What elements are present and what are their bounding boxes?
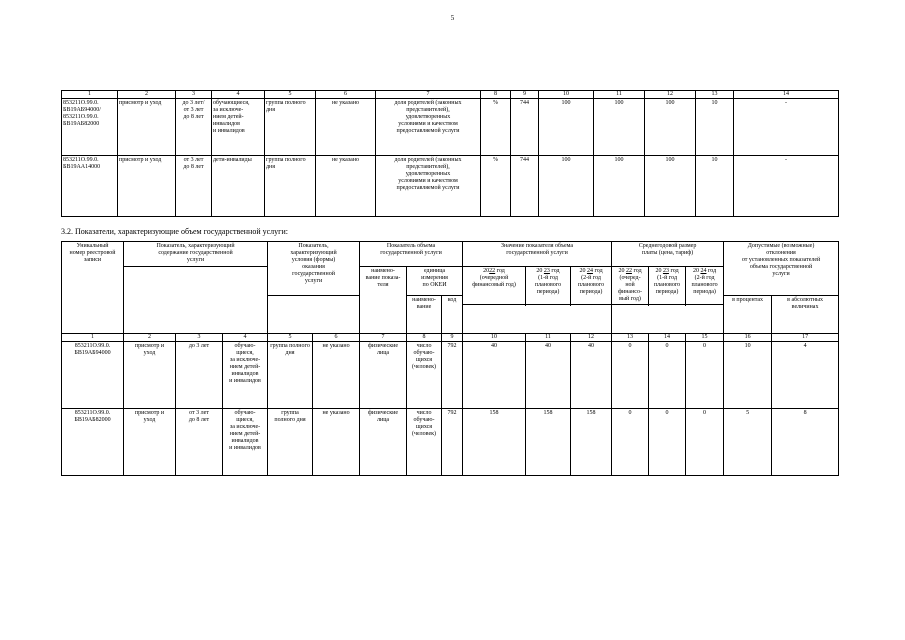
col-number: 10 [463, 334, 526, 342]
header-conditions: Показатель, характеризующий условия (формы) оказания государственной услуги [268, 242, 360, 296]
year-suffix: год [670, 268, 679, 274]
section-title: 3.2. Показатели, характеризующие объем государственной услуги: [61, 227, 288, 236]
registry-number: 853211О.99.0. БВ19АБ94000/ 853211О.99.0. БВ19АБ82000 [62, 99, 118, 156]
header-fee: Среднегодовой размер платы (цена, тариф) [612, 242, 724, 267]
age-group: от 3 лет до 8 лет [176, 409, 223, 476]
col-number: 5 [265, 91, 316, 99]
conditions-empty-cell [268, 296, 360, 334]
okei-code: 744 [511, 156, 539, 217]
col-number: 5 [268, 334, 313, 342]
value-year1: 100 [539, 99, 594, 156]
page-number: 5 [450, 14, 455, 22]
service-form: группа полного дня [268, 409, 313, 476]
value-year2: 100 [594, 99, 645, 156]
header-year2 [526, 267, 571, 305]
registry-number: 853211О.99.0. БВ19АБ82000 [62, 409, 124, 476]
okei-code: 792 [442, 409, 463, 476]
header-fee-year1 [612, 267, 649, 305]
fee-year3: 0 [686, 342, 724, 409]
student-category: обучаю- щиеся, за исключе- нием детей- инвалидов и инвалидов [223, 342, 268, 409]
col-number: 7 [360, 334, 407, 342]
col-number: 12 [645, 91, 696, 99]
age-group: до 3 лет [176, 342, 223, 409]
year-value: 24 [586, 268, 593, 274]
fee-year2: 0 [649, 409, 686, 476]
condition: не указано [316, 156, 376, 217]
unit: число обучаю- щихся (человек) [407, 342, 442, 409]
year-suffix: год [707, 268, 717, 274]
period-label: (1-й год планового периода) [534, 275, 562, 295]
volume-indicators-table [61, 241, 839, 476]
value-year3: 100 [645, 156, 696, 217]
age-group: от 3 лет до 8 лет [176, 156, 212, 217]
col-number: 10 [539, 91, 594, 99]
header-spacer [612, 305, 724, 334]
col-number: 11 [594, 91, 645, 99]
year-suffix: год [594, 268, 603, 274]
header-year1 [463, 267, 526, 305]
year-prefix: 20 [618, 268, 625, 274]
unit: % [481, 156, 511, 217]
year-suffix: год [496, 268, 505, 274]
indicator-name: физические лица [360, 342, 407, 409]
student-category: обучаю- щиеся, за исключе- нием детей- инвалидов и инвалидов [223, 409, 268, 476]
period-label: (1-й год планового периода) [653, 275, 681, 295]
header-absolute: в абсолютных величинах [772, 296, 839, 334]
header-indicator-name: наимено- вание показа- теля [360, 267, 407, 334]
header-registry: Уникальный номер реестровой записи [62, 242, 124, 334]
registry-number: 853211О.99.0. БВ19АА14000 [62, 156, 118, 217]
condition: не указано [313, 342, 360, 409]
col-number: 6 [316, 91, 376, 99]
okei-code: 744 [511, 99, 539, 156]
value-year3: 158 [571, 409, 612, 476]
col-number: 1 [62, 91, 118, 99]
year-value: 23 [543, 268, 550, 274]
student-category: дети-инвалиды [212, 156, 265, 217]
fee-year1: 0 [612, 409, 649, 476]
year-value: 22 [625, 268, 632, 274]
value-year1: 40 [463, 342, 526, 409]
year-prefix: 20 [579, 268, 586, 274]
table-row [62, 409, 839, 476]
age-group: до 3 лет/ от 3 лет до 8 лет [176, 99, 212, 156]
header-row [62, 242, 839, 267]
deviation-absolute: 4 [772, 342, 839, 409]
value-year2: 40 [526, 342, 571, 409]
deviation-percent: 5 [724, 409, 772, 476]
year-prefix: 20 [536, 268, 543, 274]
content-empty-cell [124, 267, 268, 334]
col-number: 9 [511, 91, 539, 99]
col-number: 14 [649, 334, 686, 342]
header-fee-year2 [649, 267, 686, 305]
year-value: 24 [700, 268, 707, 274]
period-label: (2-й год планового периода) [577, 275, 605, 295]
header-content: Показатель, характеризующий содержание государственной услуги [124, 242, 268, 267]
col-number: 8 [481, 91, 511, 99]
year-value: 23 [662, 268, 669, 274]
year-prefix: 20 [483, 268, 490, 274]
deviation-percent: 10 [696, 99, 734, 156]
column-number-row [62, 91, 839, 99]
year-suffix: год [551, 268, 560, 274]
deviation-percent: 10 [724, 342, 772, 409]
registry-number: 853211О.99.0. БВ19АБ94000 [62, 342, 124, 409]
header-unit: единица измерения по ОКЕИ [407, 267, 463, 296]
col-number: 7 [376, 91, 481, 99]
header-unit-name: наимено- вание [407, 296, 442, 334]
value-year3: 100 [645, 99, 696, 156]
fee-year1: 0 [612, 342, 649, 409]
deviation-absolute: - [734, 156, 839, 217]
header-values: Значение показателя объема государственной услуги [463, 242, 612, 267]
indicator-name: физические лица [360, 409, 407, 476]
service-form: группа полного дня [268, 342, 313, 409]
col-number: 2 [118, 91, 176, 99]
quality-indicators-table [61, 90, 839, 217]
header-row [62, 267, 839, 296]
col-number: 12 [571, 334, 612, 342]
header-fee-year3 [686, 267, 724, 305]
year-suffix: год [633, 268, 642, 274]
indicator-name: доля родителей (законных представителей), удовлетворенных условиями и качеством предоставляемой услуги [376, 99, 481, 156]
header-volume: Показатель объема государственной услуги [360, 242, 463, 267]
col-number: 4 [223, 334, 268, 342]
fee-year2: 0 [649, 342, 686, 409]
col-number: 3 [176, 334, 223, 342]
header-code: код [442, 296, 463, 334]
year-value: 22 [489, 268, 496, 274]
col-number: 3 [176, 91, 212, 99]
value-year2: 100 [594, 156, 645, 217]
header-deviation: Допустимые (возможные) отклонения от установленных показателей объема государственной услуги [724, 242, 839, 296]
condition: не указано [316, 99, 376, 156]
header-year3 [571, 267, 612, 305]
value-year1: 158 [463, 409, 526, 476]
col-number: 11 [526, 334, 571, 342]
col-number: 16 [724, 334, 772, 342]
year-prefix: 20 [655, 268, 662, 274]
col-number: 15 [686, 334, 724, 342]
col-number: 8 [407, 334, 442, 342]
year-prefix: 20 [692, 268, 699, 274]
service-form: группа полного дня [265, 99, 316, 156]
service-name: присмотр и уход [124, 409, 176, 476]
service-name: присмотр и уход [118, 99, 176, 156]
period-label: (2-й год планового периода) [691, 275, 718, 295]
col-number: 17 [772, 334, 839, 342]
table-row [62, 156, 839, 217]
deviation-absolute: - [734, 99, 839, 156]
col-number: 13 [696, 91, 734, 99]
header-percent: в процентах [724, 296, 772, 334]
period-label: (очеред- ной финансо- вый год) [618, 275, 642, 302]
value-year1: 100 [539, 156, 594, 217]
period-label: (очередной финансовый год) [472, 275, 516, 288]
col-number: 2 [124, 334, 176, 342]
service-name: присмотр и уход [118, 156, 176, 217]
student-category: обучающиеся, за исключе- нием детей- инвалидов и инвалидов [212, 99, 265, 156]
unit: число обучаю- щихся (человек) [407, 409, 442, 476]
fee-year3: 0 [686, 409, 724, 476]
service-form: группа полного дня [265, 156, 316, 217]
okei-code: 792 [442, 342, 463, 409]
indicator-name: доля родителей (законных представителей), удовлетворенных условиями и качеством предоставляемой услуги [376, 156, 481, 217]
service-name: присмотр и уход [124, 342, 176, 409]
col-number: 14 [734, 91, 839, 99]
value-year2: 158 [526, 409, 571, 476]
unit: % [481, 99, 511, 156]
condition: не указано [313, 409, 360, 476]
column-number-row [62, 334, 839, 342]
header-spacer [463, 305, 612, 334]
table-row [62, 99, 839, 156]
value-year3: 40 [571, 342, 612, 409]
col-number: 1 [62, 334, 124, 342]
deviation-absolute: 8 [772, 409, 839, 476]
deviation-percent: 10 [696, 156, 734, 217]
table-row [62, 342, 839, 409]
col-number: 13 [612, 334, 649, 342]
col-number: 6 [313, 334, 360, 342]
col-number: 9 [442, 334, 463, 342]
col-number: 4 [212, 91, 265, 99]
